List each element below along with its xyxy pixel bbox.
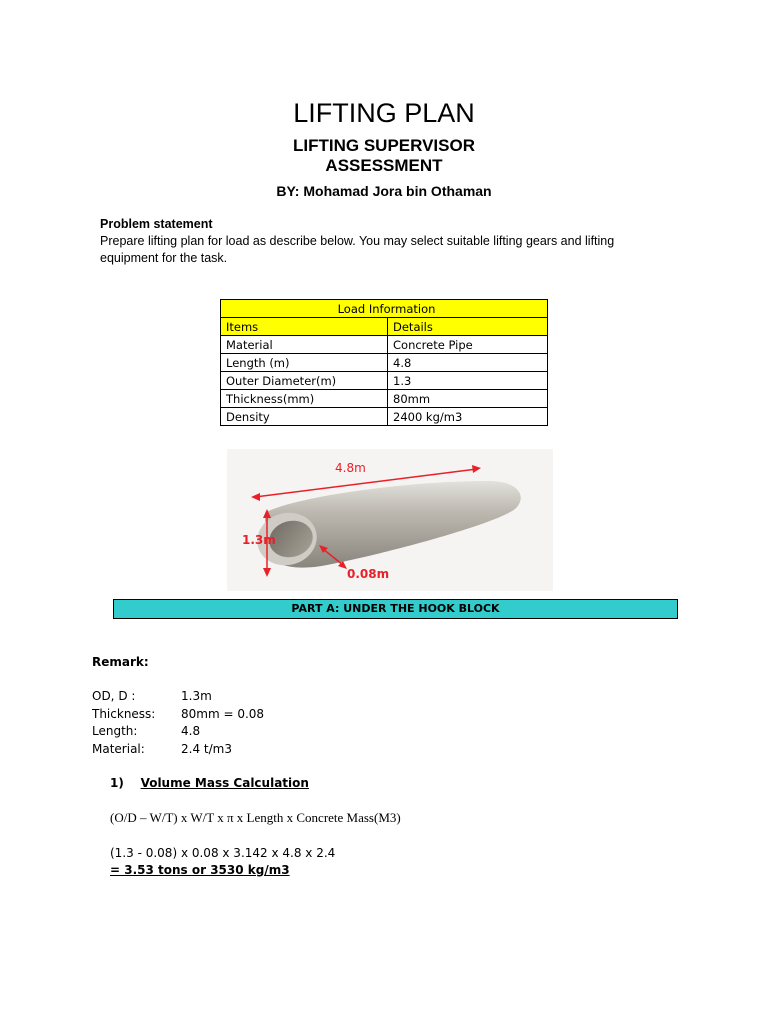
- table-cell-detail: 4.8: [388, 354, 548, 372]
- subtitle-line-2: ASSESSMENT: [325, 156, 443, 175]
- remark-label-od: OD, D :: [92, 689, 136, 703]
- subtitle-line-1: LIFTING SUPERVISOR: [293, 136, 475, 155]
- table-cell-item: Length (m): [221, 354, 388, 372]
- table-cell-item: Material: [221, 336, 388, 354]
- thickness-label: 0.08m: [347, 567, 390, 581]
- diameter-label: 1.3m: [242, 533, 276, 547]
- concrete-pipe-figure: [227, 449, 553, 591]
- problem-statement-text: Prepare lifting plan for load as describe below. You may select suitable lifting gears and lifting equipment for the task.: [100, 234, 615, 265]
- document-title: LIFTING PLAN: [293, 98, 475, 128]
- table-cell-detail: Concrete Pipe: [388, 336, 548, 354]
- remark-label-material: Material:: [92, 742, 145, 756]
- table-cell-detail: 80mm: [388, 390, 548, 408]
- table-header-row: [221, 318, 548, 336]
- remark-value-length: 4.8: [181, 724, 201, 738]
- table-row: [221, 336, 548, 354]
- author-line: BY: Mohamad Jora bin Othaman: [276, 183, 492, 199]
- remark-value-material: 2.4 t/m3: [181, 742, 232, 756]
- length-label: 4.8m: [335, 461, 366, 475]
- section-title: Volume Mass Calculation: [140, 776, 309, 790]
- remark-value-od: 1.3m: [181, 689, 212, 703]
- volume-mass-formula: (O/D – W/T) x W/T x π x Length x Concrete Mass(M3): [110, 810, 401, 825]
- section-1-heading: [110, 776, 309, 790]
- section-number: 1): [110, 776, 124, 790]
- table-row: [221, 408, 548, 426]
- table-row: [221, 354, 548, 372]
- calculation-result: = 3.53 tons or 3530 kg/m3: [110, 863, 290, 877]
- table-cell-item: Thickness(mm): [221, 390, 388, 408]
- remark-label-thickness: Thickness:: [92, 707, 156, 721]
- problem-statement-heading: Problem statement: [100, 217, 213, 231]
- table-cell-item: Density: [221, 408, 388, 426]
- table-cell-detail: 1.3: [388, 372, 548, 390]
- remark-heading: Remark:: [92, 655, 149, 669]
- table-title: Load Information: [221, 300, 548, 318]
- column-header-details: Details: [388, 318, 548, 336]
- table-row: [221, 372, 548, 390]
- part-a-banner: PART A: UNDER THE HOOK BLOCK: [113, 599, 678, 619]
- calculation-line: (1.3 - 0.08) x 0.08 x 3.142 x 4.8 x 2.4: [110, 846, 336, 860]
- remark-value-thickness: 80mm = 0.08: [181, 707, 265, 721]
- table-cell-item: Outer Diameter(m): [221, 372, 388, 390]
- table-cell-detail: 2400 kg/m3: [388, 408, 548, 426]
- concrete-pipe-illustration: [227, 449, 553, 591]
- table-title-row: [221, 300, 548, 318]
- table-row: [221, 390, 548, 408]
- remark-label-length: Length:: [92, 724, 138, 738]
- column-header-items: Items: [221, 318, 388, 336]
- load-information-table: [220, 299, 548, 426]
